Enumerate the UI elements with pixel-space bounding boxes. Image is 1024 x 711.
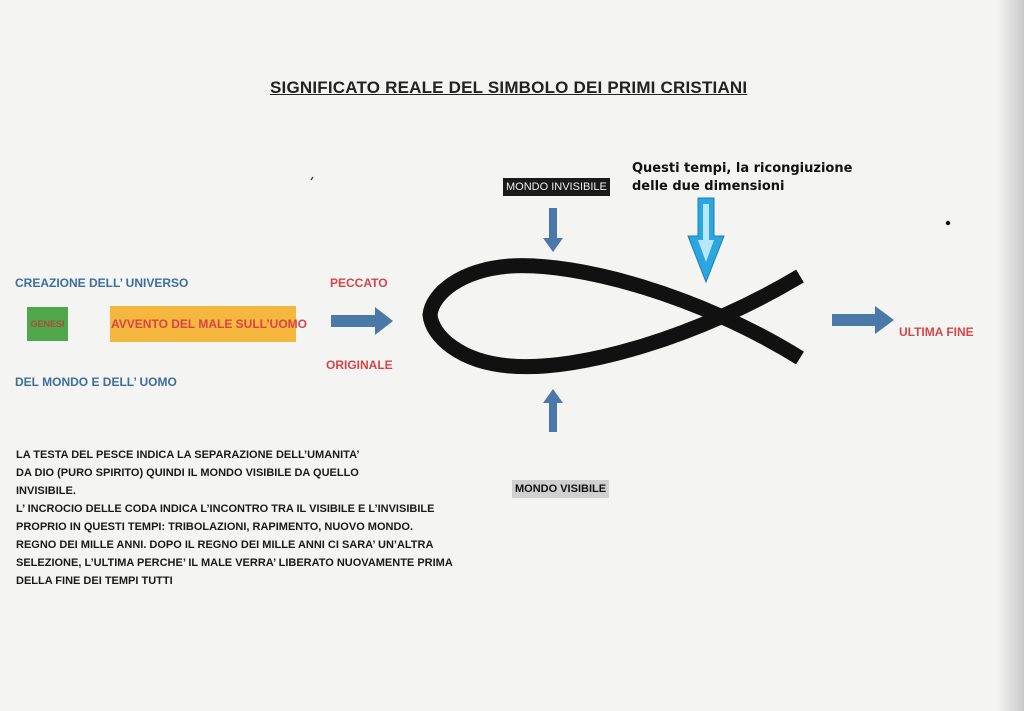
down-arrow-icon	[543, 208, 563, 252]
ichthys-fish-icon	[430, 266, 800, 367]
right-arrow-end-icon	[832, 306, 894, 334]
stray-dot	[946, 221, 950, 225]
creation-top-label: CREAZIONE DELL’ UNIVERSO	[15, 276, 189, 290]
invisible-world-label: MONDO INVISIBILE	[503, 178, 610, 196]
genesis-box: GENESI	[27, 307, 68, 341]
description-line: DA DIO (PURO SPIRITO) QUINDI IL MONDO VISIBILE DA QUELLO	[16, 467, 359, 479]
description-line: L’ INCROCIO DELLE CODA INDICA L’INCONTRO TRA IL VISIBILE E L’INVISIBILE	[16, 503, 435, 515]
description-line: LA TESTA DEL PESCE INDICA LA SEPARAZIONE DELL’UMANITA’	[16, 449, 360, 461]
sin-bottom-label: ORIGINALE	[326, 358, 393, 372]
crossing-down-arrow-icon	[688, 198, 724, 282]
ultimate-end-label: ULTIMA FINE	[899, 325, 974, 339]
visible-world-label: MONDO VISIBILE	[512, 480, 609, 498]
up-arrow-icon	[543, 389, 563, 432]
creation-bottom-label: DEL MONDO E DELL’ UOMO	[15, 375, 177, 389]
description-line: SELEZIONE, L’ULTIMA PERCHE’ IL MALE VERRA’ LIBERATO NUOVAMENTE PRIMA	[16, 557, 453, 569]
right-arrow-icon	[331, 307, 393, 335]
description-line: INVISIBILE.	[16, 485, 76, 497]
description-line: PROPRIO IN QUESTI TEMPI: TRIBOLAZIONI, RAPIMENTO, NUOVO MONDO.	[16, 521, 414, 533]
description-line: DELLA FINE DEI TEMPI TUTTI	[16, 575, 173, 587]
description-line: REGNO DEI MILLE ANNI. DOPO IL REGNO DEI MILLE ANNI CI SARA’ UN’ALTRA	[16, 539, 434, 551]
stray-mark	[311, 177, 313, 180]
sin-top-label: PECCATO	[330, 276, 388, 290]
annotation-line: delle due dimensioni	[632, 179, 785, 194]
page-title: SIGNIFICATO REALE DEL SIMBOLO DEI PRIMI CRISTIANI	[270, 78, 748, 97]
advent-of-evil-box: AVVENTO DEL MALE SULL’UOMO	[110, 306, 296, 342]
annotation-line: Questi tempi, la ricongiuzione	[632, 161, 853, 176]
